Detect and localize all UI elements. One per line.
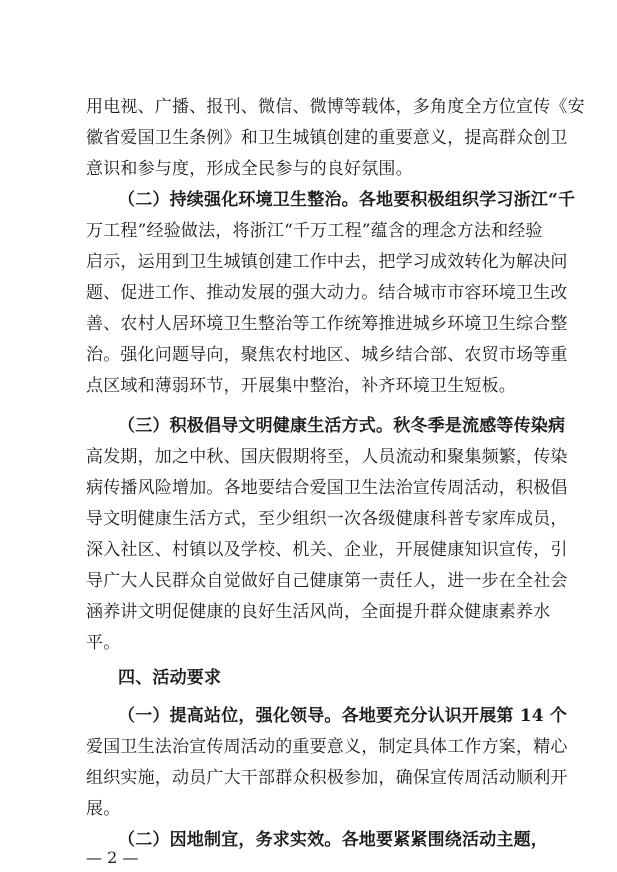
body-text-line: 病传播风险增加。各地要结合爱国卫生法治宣传周活动，积极倡 bbox=[86, 478, 568, 498]
body-text-line: 点区域和薄弱环节，开展集中整治，补齐环境卫生短板。 bbox=[86, 376, 516, 396]
body-text-line: 平。 bbox=[86, 633, 121, 653]
section-heading: 四、活动要求 bbox=[118, 668, 222, 688]
body-text-line: 涵养讲文明促健康的良好生活风尚，全面提升群众健康素养水 bbox=[86, 602, 551, 622]
body-text-line: 意识和参与度，形成全民参与的良好氛围。 bbox=[86, 159, 413, 179]
section-paragraph-line: （二）因地制宜，务求实效。各地要紧紧围绕活动主题， bbox=[118, 830, 548, 850]
page-number: — 2 — bbox=[86, 848, 139, 867]
body-text-line: 用电视、广播、报刊、微信、微博等载体，多角度全方位宣传《安 bbox=[86, 97, 585, 117]
section-paragraph-line: （一）提高站位，强化领导。各地要充分认识开展第 14 个 bbox=[118, 706, 568, 726]
body-text-line: 善、农村人居环境卫生整治等工作统筹推进城乡环境卫生综合整 bbox=[86, 314, 568, 334]
body-text-line: 高发期，加之中秋、国庆假期将至，人员流动和聚集频繁，传染 bbox=[86, 447, 568, 467]
section-paragraph-line: （三）积极倡导文明健康生活方式。秋冬季是流感等传染病 bbox=[118, 416, 566, 436]
body-text-line: 导文明健康生活方式，至少组织一次各级健康科普专家库成员， bbox=[86, 509, 568, 529]
body-text-line: 万工程”经验做法，将浙江“千万工程”蕴含的理念方法和经验 bbox=[86, 221, 543, 241]
body-text-line: 深入社区、村镇以及学校、机关、企业，开展健康知识宣传，引 bbox=[86, 540, 568, 560]
body-text-line: 导广大人民群众自觉做好自己健康第一责任人，进一步在全社会 bbox=[86, 571, 568, 591]
section-paragraph-line: （二）持续强化环境卫生整治。各地要积极组织学习浙江“千 bbox=[118, 190, 576, 210]
body-text-line: 治。强化问题导向，聚焦农村地区、城乡结合部、农贸市场等重 bbox=[86, 345, 568, 365]
body-text-line: 启示，运用到卫生城镇创建工作中去，把学习成效转化为解决问 bbox=[86, 252, 568, 272]
body-text-line: 展。 bbox=[86, 799, 121, 819]
body-text-line: 组织实施，动员广大干部群众积极参加，确保宣传周活动顺利开 bbox=[86, 768, 568, 788]
body-text-line: 徽省爱国卫生条例》和卫生城镇创建的重要意义，提高群众创卫 bbox=[86, 128, 568, 148]
body-text-line: 题、促进工作、推动发展的强大动力。结合城市市容环境卫生改 bbox=[86, 283, 568, 303]
body-text-line: 爱国卫生法治宣传周活动的重要意义，制定具体工作方案，精心 bbox=[86, 737, 568, 757]
